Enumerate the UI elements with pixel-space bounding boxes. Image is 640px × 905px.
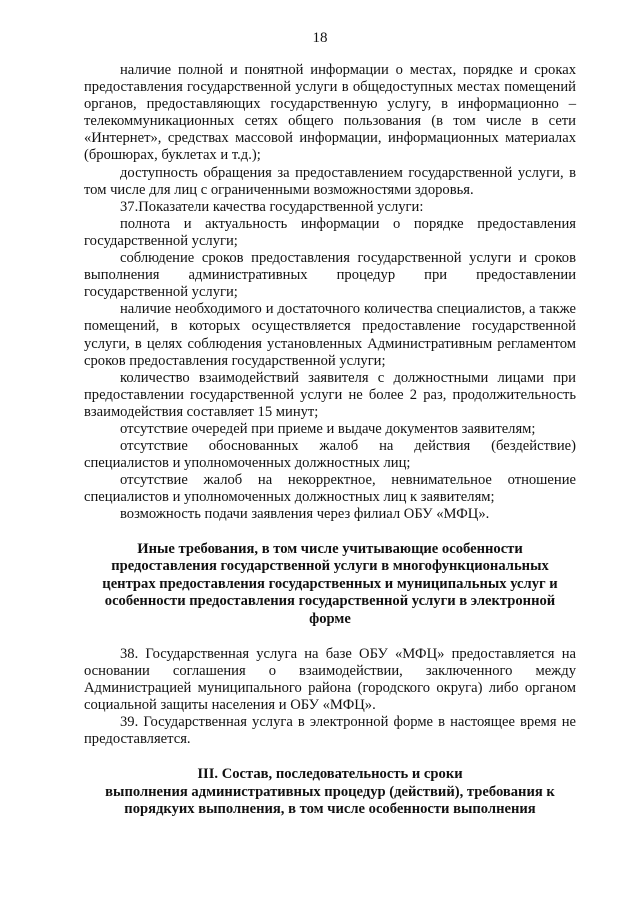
paragraph: отсутствие очередей при приеме и выдаче документов заявителям;	[120, 420, 536, 437]
document-body	[84, 62, 576, 819]
paragraph: отсутствие жалоб на некорректное, невнимательное отношение специалистов и уполномоченных должностных лиц к заявителям;	[84, 472, 576, 506]
paragraph: полнота и актуальность информации о порядке предоставления государственной услуги;	[84, 215, 576, 249]
paragraph: возможность подачи заявления через филиал ОБУ «МФЦ».	[120, 506, 490, 523]
paragraph: соблюдение сроков предоставления государственной услуги и сроков выполнения административных процедур при предоставлении государственной услуги;	[84, 250, 576, 301]
chapter-heading-line1: III. Состав, последовательность и сроки	[197, 766, 463, 783]
spacer	[84, 629, 576, 646]
chapter-heading-line2: выполнения административных процедур (действий), требования к порядкуих выполнения, в том числе особенности выполнения	[105, 783, 555, 818]
section-heading: Иные требования, в том числе учитывающие особенности предоставления государственной услуги в многофункциональных центрах предоставления государственных и муниципальных услуг и особенности предоставления государственной услуги в электронной форме	[102, 540, 558, 627]
spacer	[84, 524, 576, 541]
paragraph: доступность обращения за предоставлением государственной услуги, в том числе для лиц с ограниченными возможностями здоровья.	[84, 164, 576, 198]
paragraph: 39. Государственная услуга в электронной форме в настоящее время не предоставляется.	[84, 713, 576, 747]
paragraph: 37.Показатели качества государственной услуги:	[120, 198, 424, 215]
paragraph: отсутствие обоснованных жалоб на действия (бездействие) специалистов и уполномоченных должностных лиц;	[84, 438, 576, 472]
paragraph: наличие необходимого и достаточного количества специалистов, а также помещений, в которых осуществляется предоставление государственной услуги, в целях соблюдения установленных Административным регламентом сроков предоставления государственной услуги;	[84, 301, 576, 369]
paragraph: наличие полной и понятной информации о местах, порядке и сроках предоставления государственной услуги в общедоступных местах помещений органов, предоставляющих государственную услугу, в информационно – телекоммуникационных сетях общего пользования (в том числе в сети «Интернет», средствах массовой информации, информационных материалах (брошюрах, буклетах и т.д.);	[84, 62, 576, 164]
page-number: 18	[312, 30, 328, 46]
paragraph: количество взаимодействий заявителя с должностными лицами при предоставлении государственной услуги не более 2 раз, продолжительность взаимодействия составляет 15 минут;	[84, 369, 576, 420]
paragraph: 38. Государственная услуга на базе ОБУ «МФЦ» предоставляется на основании соглашения о взаимодействии, заключенного между Администрацией муниципального района (городского округа) либо органом социальной защиты населения и ОБУ «МФЦ».	[84, 645, 576, 713]
spacer	[84, 748, 576, 766]
